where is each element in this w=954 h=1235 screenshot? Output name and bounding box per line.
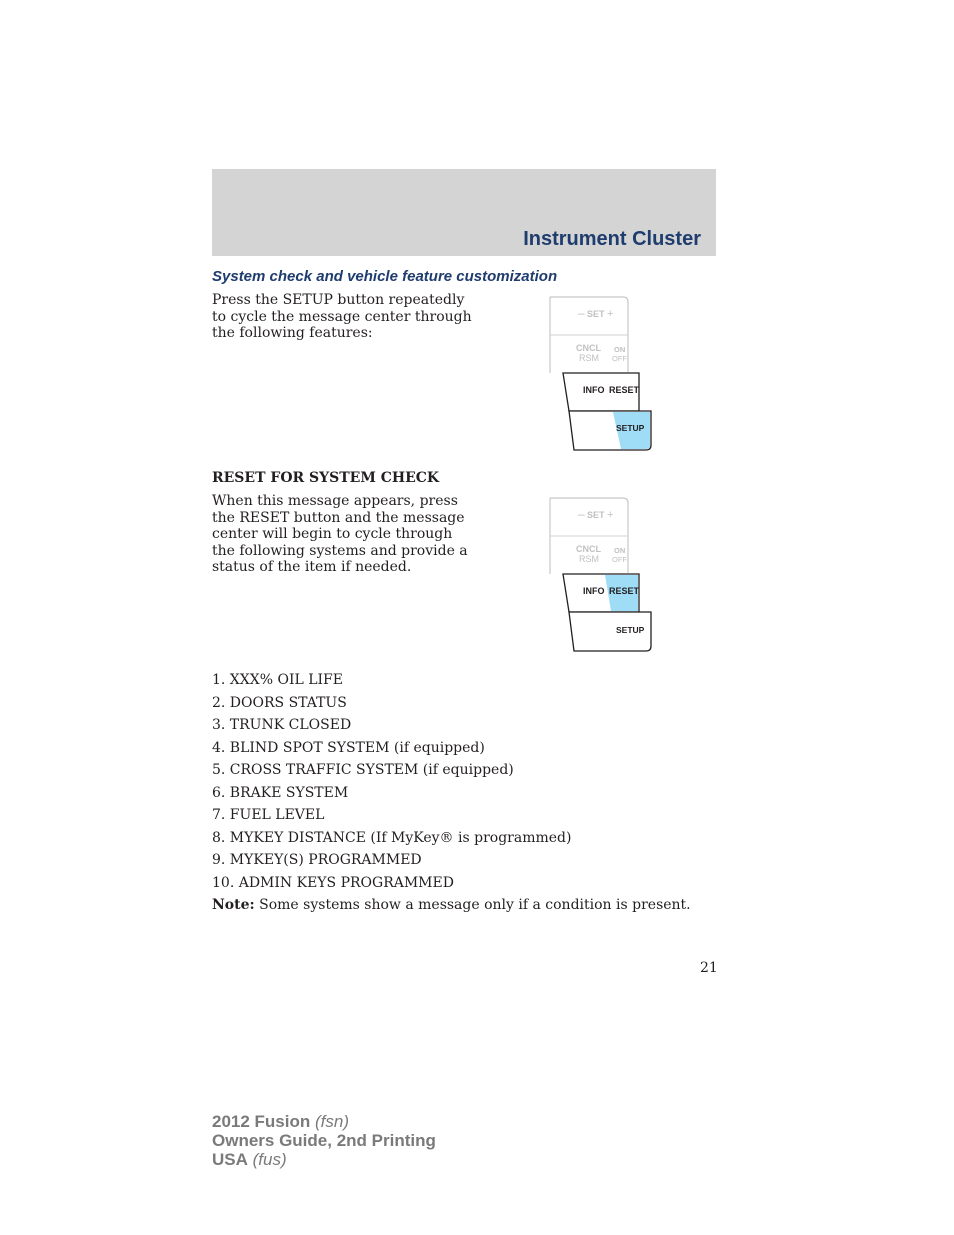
- list-item: 10. ADMIN KEYS PROGRAMMED: [212, 874, 454, 891]
- footer-model-code: (fsn): [310, 1112, 349, 1131]
- list-item: 1. XXX% OIL LIFE: [212, 672, 343, 688]
- text-line: Press the SETUP button repeatedly: [212, 292, 465, 308]
- page-number: 21: [700, 960, 718, 976]
- footer-guide: Owners Guide, 2nd Printing: [212, 1131, 436, 1150]
- note: [212, 897, 691, 913]
- page-title: Instrument Cluster: [523, 228, 701, 250]
- set-label: SET: [587, 309, 605, 319]
- text-line: the following systems and provide a: [212, 542, 468, 559]
- cncl-label: CNCL: [576, 343, 601, 353]
- footer-model: 2012 Fusion: [212, 1112, 311, 1131]
- svg-text:–: –: [578, 306, 585, 320]
- off-label: OFF: [612, 555, 627, 564]
- steering-controls-illustration-setup: [545, 295, 657, 455]
- svg-text:–: –: [578, 507, 585, 521]
- list-item: 2. DOORS STATUS: [212, 694, 347, 711]
- text-line: status of the item if needed.: [212, 559, 412, 575]
- reset-label: RESET: [609, 586, 640, 596]
- list-item: 6. BRAKE SYSTEM: [212, 784, 349, 801]
- set-label: SET: [587, 510, 605, 520]
- footer-region-code: (fus): [247, 1150, 287, 1169]
- svg-text:+: +: [607, 308, 614, 320]
- list-item: 5. CROSS TRAFFIC SYSTEM (if equipped): [212, 762, 514, 778]
- text-line: center will begin to cycle through: [212, 526, 453, 542]
- text-line: the following features:: [212, 325, 373, 341]
- setup-label: SETUP: [616, 625, 645, 635]
- reset-label: RESET: [609, 385, 640, 395]
- rsm-label: RSM: [579, 353, 599, 363]
- text-line: the RESET button and the message: [212, 509, 465, 526]
- cncl-label: CNCL: [576, 544, 601, 554]
- svg-text:+: +: [607, 509, 614, 521]
- off-label: OFF: [612, 354, 627, 363]
- text-line: to cycle the message center through: [212, 308, 472, 325]
- steering-controls-illustration-reset: [545, 496, 657, 656]
- list-item: 3. TRUNK CLOSED: [212, 717, 352, 733]
- footer: [212, 1112, 436, 1169]
- setup-label: SETUP: [616, 423, 645, 433]
- setup-instructions: [212, 292, 474, 342]
- list-item: 7. FUEL LEVEL: [212, 807, 325, 823]
- on-label: ON: [614, 546, 626, 555]
- list-item: 4. BLIND SPOT SYSTEM (if equipped): [212, 739, 485, 756]
- info-label: INFO: [583, 385, 605, 395]
- note-text: Some systems show a message only if a condition is present.: [254, 897, 691, 913]
- rsm-label: RSM: [579, 554, 599, 564]
- on-label: ON: [614, 345, 626, 354]
- reset-instructions: [212, 493, 474, 576]
- section-heading-reset: RESET FOR SYSTEM CHECK: [212, 470, 440, 486]
- list-item: 9. MYKEY(S) PROGRAMMED: [212, 852, 422, 868]
- header-band: [212, 169, 716, 256]
- section-subheading: System check and vehicle feature customization: [212, 268, 558, 285]
- list-item: 8. MYKEY DISTANCE (If MyKey® is programmed): [212, 829, 572, 846]
- info-label: INFO: [583, 586, 605, 596]
- system-check-list: [212, 671, 571, 896]
- footer-region: USA: [212, 1150, 248, 1169]
- text-line: When this message appears, press: [212, 493, 458, 509]
- note-label: Note:: [212, 897, 255, 913]
